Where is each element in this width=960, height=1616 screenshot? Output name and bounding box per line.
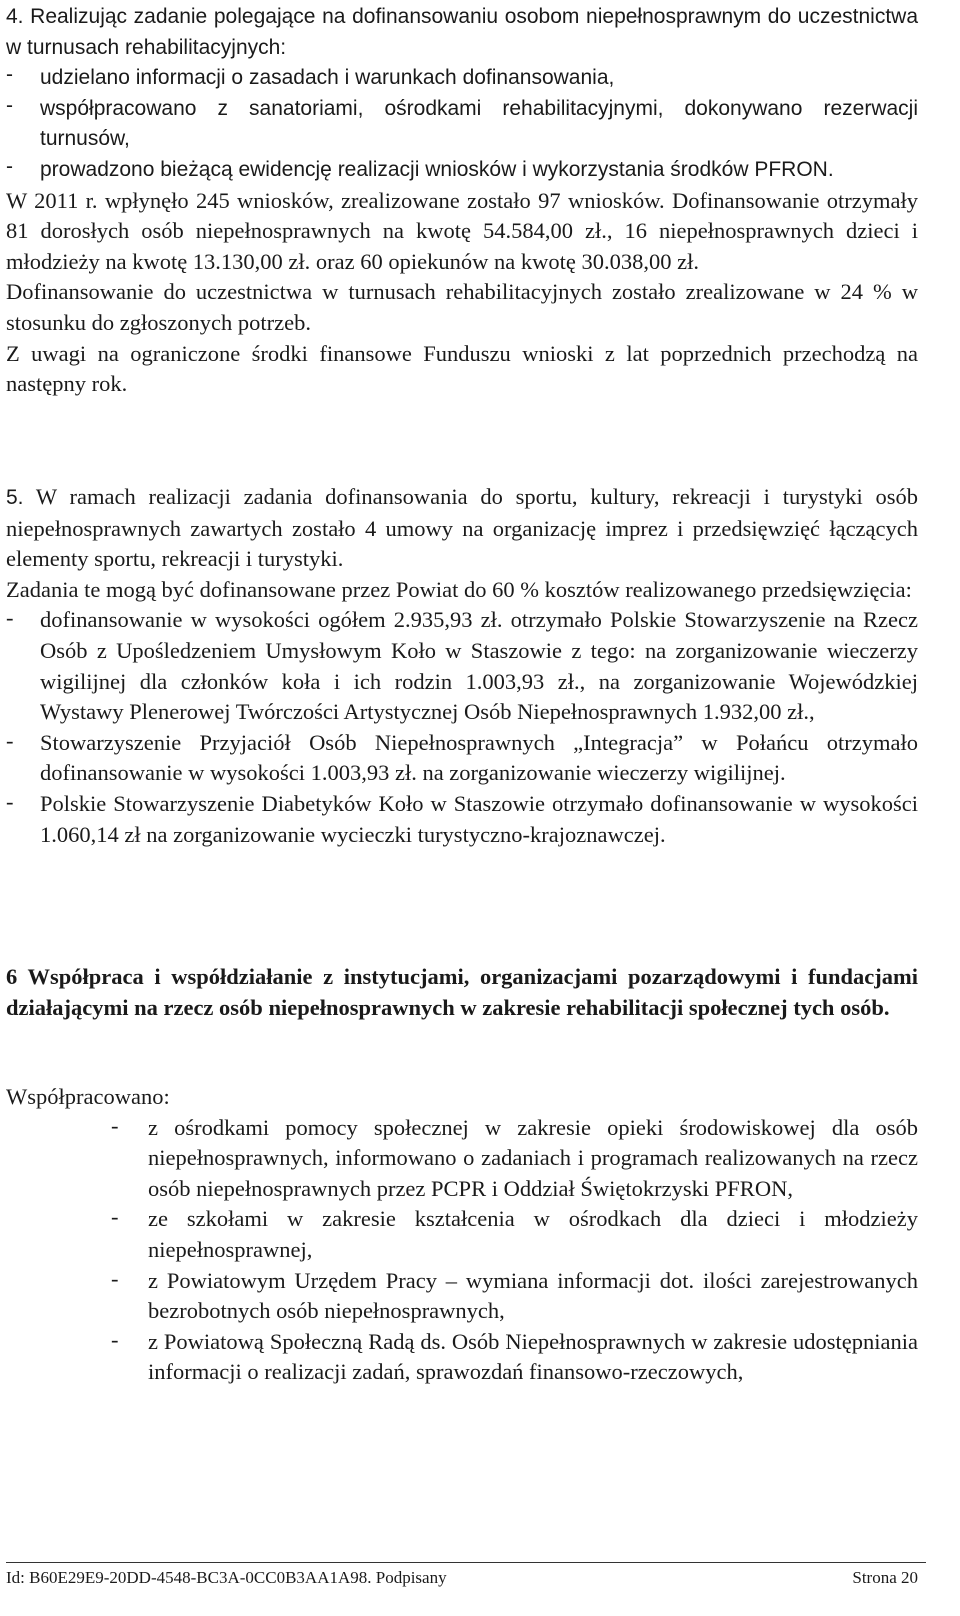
list-item xyxy=(6,94,918,155)
list-item-text: Polskie Stowarzyszenie Diabetyków Koło w Staszowie otrzymało dofinansowanie w wysokości 1.060,14 zł na zorganizowanie wycieczki turystyczno-krajoznawczej. xyxy=(40,790,918,847)
list-dash: - xyxy=(111,1265,119,1291)
list-item xyxy=(6,728,918,789)
section-4-paragraph: Z uwagi na ograniczone środki finansowe Funduszu wnioski z lat poprzednich przechodzą na następny rok. xyxy=(6,340,918,397)
list-dash: - xyxy=(111,1112,119,1138)
section-4 xyxy=(6,2,918,400)
list-item xyxy=(111,1204,918,1265)
page-number: Strona 20 xyxy=(852,1568,918,1587)
footer-divider xyxy=(6,1562,926,1563)
list-dash: - xyxy=(6,727,14,753)
list-item-text: z ośrodkami pomocy społecznej w zakresie opieki środowiskowej dla osób niepełnosprawnych, informowano o zadaniach i programach realizowanych na rzecz osób niepełnosprawnych przez PCPR i Oddział Świętokrzyski PFRON, xyxy=(148,1114,918,1201)
section-5-number: 5. xyxy=(6,486,24,509)
section-6-heading: 6 Współpraca i współdziałanie z instytucjami, organizacjami pozarządowymi i fundacjami działającymi na rzecz osób niepełnosprawnych w zakresie rehabilitacji społecznej tych osób. xyxy=(6,964,918,1020)
list-item-text: dofinansowanie w wysokości ogółem 2.935,93 zł. otrzymało Polskie Stowarzyszenie na Rzecz Osób z Upośledzeniem Umysłowym Koło w Staszowie z tego: na zorganizowanie wieczerzy wigilijnej dla członków koła i ich rodzin 1.003,93 zł., na zorganizowanie Wojewódzkiej Wystawy Plenerowej Twórczości Artystycznej Osób Niepełnosprawnych 1.932,00 zł., xyxy=(40,607,918,725)
list-dash: - xyxy=(6,605,14,631)
list-item xyxy=(6,155,918,186)
list-item xyxy=(111,1266,918,1327)
page-footer xyxy=(6,1568,918,1588)
list-dash: - xyxy=(6,154,13,178)
list-item-text: ze szkołami w zakresie kształcenia w ośrodkach dla dzieci i młodzieży niepełnosprawnej, xyxy=(148,1206,918,1262)
section-4-heading: 4. Realizując zadanie polegające na dofinansowaniu osobom niepełnosprawnym do uczestnictwa w turnusach rehabilitacyjnych: xyxy=(6,5,918,59)
cooperation-list xyxy=(111,1113,918,1388)
document-id: Id: B60E29E9-20DD-4548-BC3A-0CC0B3AA1A98. Podpisany xyxy=(6,1568,447,1587)
section-6 xyxy=(6,962,918,1023)
list-item-text: z Powiatowym Urzędem Pracy – wymiana informacji dot. ilości zarejestrowanych bezrobotnych osób niepełnosprawnych, xyxy=(148,1267,918,1324)
list-item-text: z Powiatową Społeczną Radą ds. Osób Niepełnosprawnych w zakresie udostępniania informacji o realizacji zadań, sprawozdań finansowo-rzeczowych, xyxy=(148,1328,918,1385)
section-5-paragraph xyxy=(6,482,918,575)
list-dash: - xyxy=(111,1326,119,1352)
list-item xyxy=(6,605,918,727)
list-dash: - xyxy=(6,93,13,117)
section-5-paragraph: Zadania te mogą być dofinansowane przez Powiat do 60 % kosztów realizowanego przedsięwzięcia: xyxy=(6,576,912,602)
list-item xyxy=(111,1327,918,1388)
section-5-text: W ramach realizacji zadania dofinansowania do sportu, kultury, rekreacji i turystyki osób niepełnosprawnych zawartych zostało 4 umowy na organizację imprez i przedsięwzięć łączących elementy sportu, rekreacji i turystyki. xyxy=(6,484,918,572)
list-item xyxy=(6,63,918,94)
list-item-text: współpracowano z sanatoriami, ośrodkami rehabilitacyjnymi, dokonywano rezerwacji turnusów, xyxy=(40,96,918,151)
list-item xyxy=(111,1113,918,1205)
list-item-text: prowadzono bieżącą ewidencję realizacji wniosków i wykorzystania środków PFRON. xyxy=(40,157,834,181)
list-dash: - xyxy=(111,1204,119,1230)
list-item-text: Stowarzyszenie Przyjaciół Osób Niepełnosprawnych „Integracja” w Połańcu otrzymało dofinansowanie w wysokości 1.003,93 zł. na zorganizowanie wieczerzy wigilijnej. xyxy=(40,729,918,786)
section-5 xyxy=(6,482,918,850)
cooperation-intro: Współpracowano: xyxy=(6,1084,170,1109)
list-item xyxy=(6,789,918,850)
list-dash: - xyxy=(6,788,14,814)
list-dash: - xyxy=(6,63,13,87)
section-4-paragraph: Dofinansowanie do uczestnictwa w turnusach rehabilitacyjnych zostało zrealizowane w 24 % w stosunku do zgłoszonych potrzeb. xyxy=(6,279,918,335)
list-item-text: udzielano informacji o zasadach i warunkach dofinansowania, xyxy=(40,66,615,90)
section-4-paragraph: W 2011 r. wpłynęło 245 wniosków, zrealizowane zostało 97 wniosków. Dofinansowanie otrzymały 81 dorosłych osób niepełnosprawnych na kwotę 54.584,00 zł., 16 niepełnosprawnych dzieci i młodzieży na kwotę 13.130,00 zł. oraz 60 opiekunów na kwotę 30.038,00 zł. xyxy=(6,187,918,274)
cooperation-section xyxy=(6,1082,918,1388)
